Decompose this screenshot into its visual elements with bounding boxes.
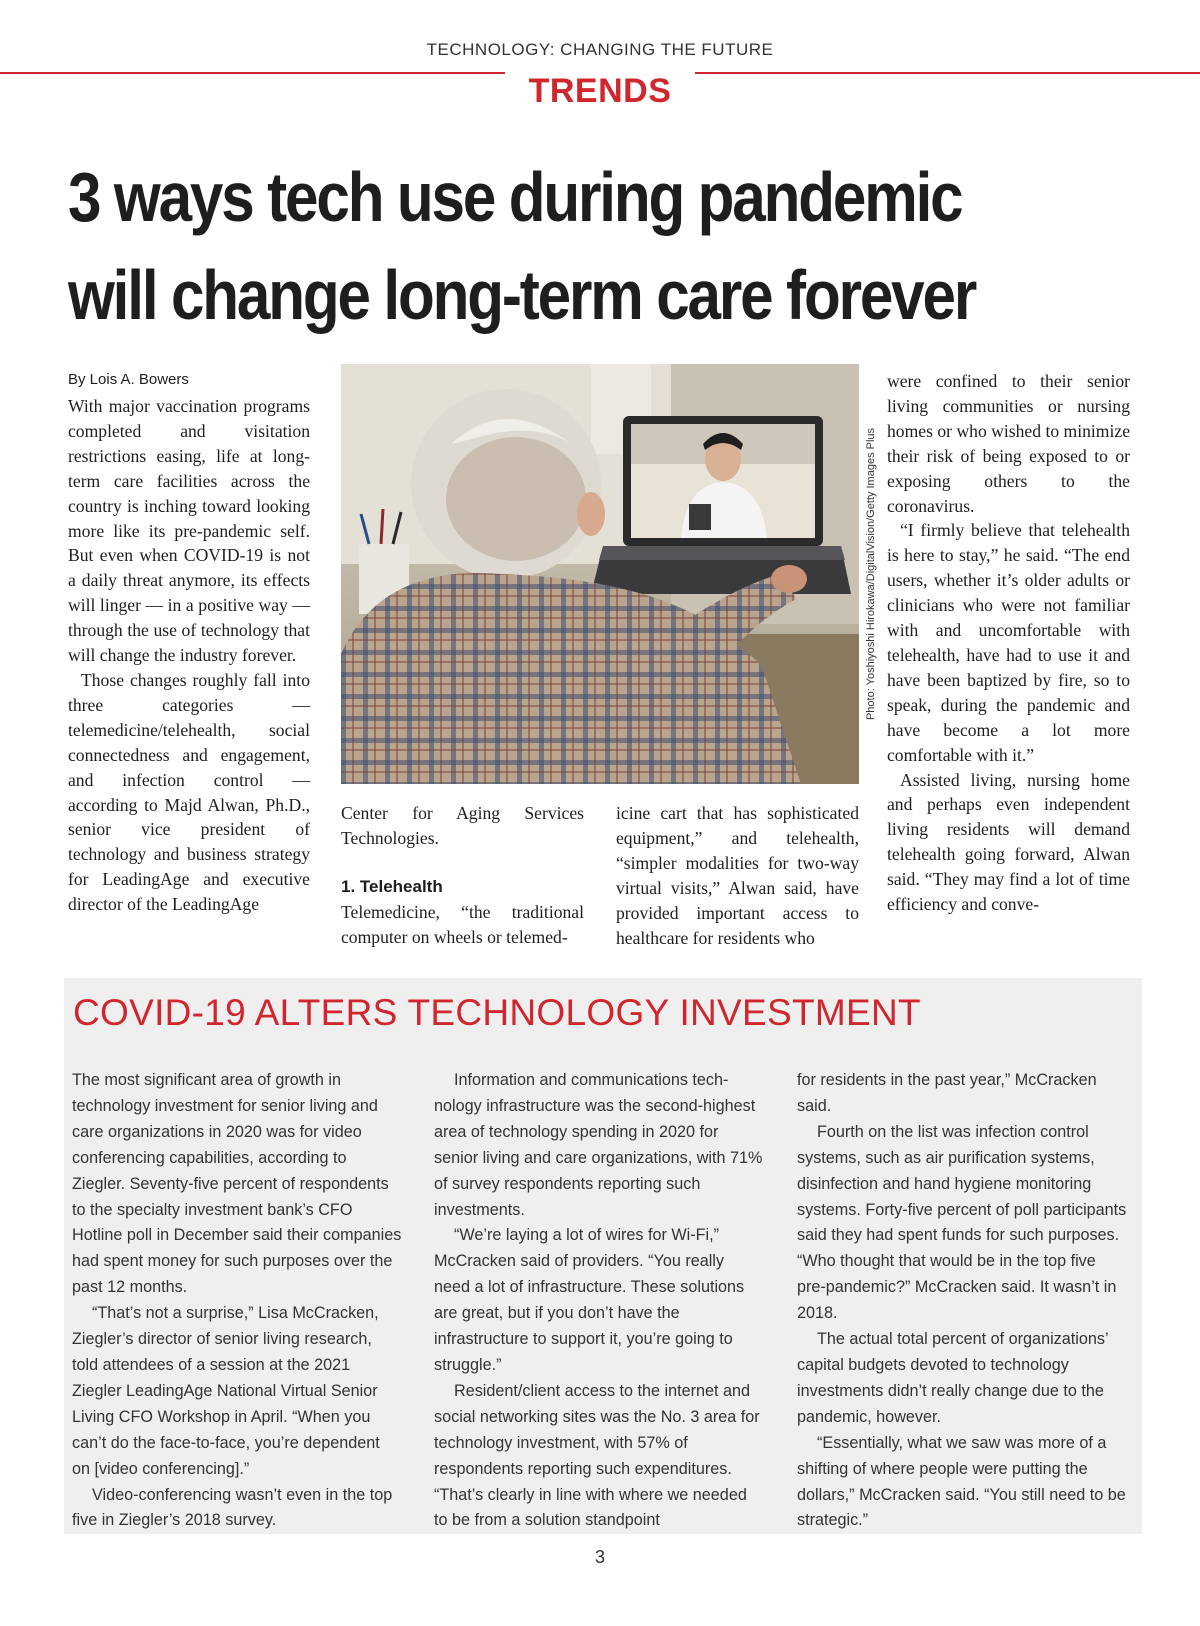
article-headline [68,148,1023,344]
sidebar-box [64,978,1142,1534]
sidebar-column-1 [72,1068,402,1534]
paragraph: Resident/client access to the internet and social networking sites was the No. 3 area for technology investment, with 57% of respondents reporting such expenditures. “That’s clearly in line with where we needed to be from a solution standpoint [434,1381,760,1530]
sidebar-column-3 [797,1068,1127,1534]
article-column-1 [68,369,310,917]
headline-line-1: 3 ways tech use during pandemic [68,158,962,236]
byline: By Lois A. Bowers [68,371,189,388]
paragraph: “That’s not a surprise,” Lisa McCracken, Ziegler’s director of senior living research, told attendees of a session at the 2021 Ziegler LeadingAge National Virtual Senior Living CFO Workshop in April. “When you can’t do the face-to-face, you’re dependent on [video conferencing].” [72,1304,380,1478]
paragraph: Center for Aging Services Technologies. [341,803,584,848]
headline-line-2: will change long-term care forever [68,256,976,334]
article-column-2 [341,801,584,950]
subhead-telehealth: 1. Telehealth [341,876,443,896]
paragraph: Fourth on the list was infection control systems, such as air purification systems, disinfection and hand hygiene monitoring systems. Forty-five percent of poll participants said they had spent funds for such purposes. “Who thought that would be in the top five pre-pandemic?” McCracken said. It wasn’t in 2018. [797,1122,1127,1323]
paragraph: Those changes roughly fall into three categories — telemedicine/telehealth, social connectedness and engagement, and infection control — according to Majd Alwan, Ph.D., senior vice president of technology and business strategy for LeadingAge and executive director of the LeadingAge [68,669,310,915]
paragraph: for residents in the past year,” McCracken said. [797,1071,1097,1115]
paragraph: “Essentially, what we saw was more of a shifting of where people were putting the dollars,” McCracken said. “You still need to be strategic.” [797,1433,1126,1530]
paragraph: The actual total percent of organizations’ capital budgets devoted to technology investments didn’t really change due to the pandemic, however. [797,1330,1108,1426]
paragraph: Assisted living, nursing home and perhaps even independent living residents will demand telehealth going forward, Alwan said. “They may find a lot of time efficiency and conve- [887,769,1130,915]
paragraph: “I firmly believe that telehealth is here to stay,” he said. “The end users, whether it’s older adults or clinicians who were not familiar with and uncomfortable with telehealth, have had to use it and have been baptized by fire, so to speak, during the pandemic and have become a lot more comfortable with it.” [887,520,1130,765]
sidebar-column-2 [434,1068,764,1534]
paragraph: The most significant area of growth in technology investment for senior living and care organizations in 2020 was for video conferencing capabilities, according to Ziegler. Seventy-five percent of respondents to the specialty investment bank’s CFO Hotline poll in December said their companies had spent money for such purposes over the past 12 months. [72,1071,402,1297]
section-label: TECHNOLOGY: CHANGING THE FUTURE [426,40,774,59]
photo-credit: Photo: Yoshiyoshi Hirokawa/DigitalVision/Getty Images Plus [865,427,877,721]
paragraph: were confined to their senior living communities or nursing homes or who wished to minimize their risk of being exposed to or exposing others to the coronavirus. [887,371,1130,516]
article-photo [341,364,859,784]
department-label: TRENDS [528,72,672,110]
paragraph: Video-conferencing wasn’t even in the top five in Ziegler’s 2018 survey. [72,1485,393,1530]
paragraph: Information and communications technology infrastructure was the second-highest area of technology spending in 2020 for senior living and care organizations, with 71% of survey respondents reporting such investments. [434,1071,763,1219]
paragraph: With major vaccination programs completed and visitation restrictions easing, life at long-term care facilities across the country is inching toward looking more like its pre-pandemic self. But even when COVID-19 is not a daily threat anymore, its effects will linger — in a positive way — through the use of technology that will change the industry forever. [68,396,310,666]
paragraph: icine cart that has sophisticated equipment,” and telehealth, “simpler modalities for two-way virtual visits,” Alwan said, have provided important access to healthcare for residents who [616,803,859,948]
article-column-3 [616,801,859,950]
paragraph: Telemedicine, “the traditional computer on wheels or telemed- [341,901,584,947]
article-column-4 [887,369,1130,917]
paragraph: “We’re laying a lot of wires for Wi-Fi,” McCracken said of providers. “You really need a lot of infrastructure. These solutions are great, but if you don’t have the infrastructure to support it, you’re going to struggle.” [434,1226,745,1374]
telehealth-photo-illustration [341,364,859,784]
sidebar-title: COVID-19 ALTERS TECHNOLOGY INVESTMENT [73,992,921,1033]
page-number: 3 [594,1547,605,1567]
